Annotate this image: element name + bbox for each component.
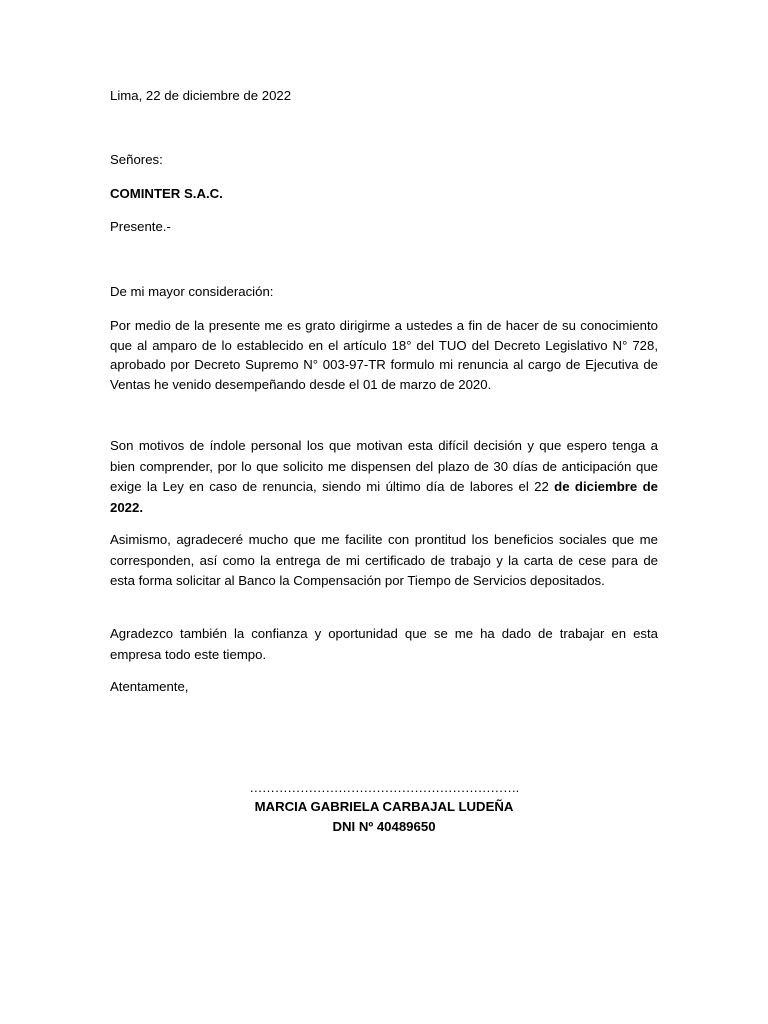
closing: Atentamente,	[110, 679, 189, 694]
company-name: COMINTER S.A.C.	[110, 186, 223, 201]
signer-name: MARCIA GABRIELA CARBAJAL LUDEÑA	[254, 799, 514, 814]
paragraph-reasons	[110, 436, 658, 518]
salutation-recipient: Señores:	[110, 152, 163, 167]
signature-line: ……………………………………………………….	[249, 780, 519, 795]
greeting: De mi mayor consideración:	[110, 284, 274, 299]
paragraph-benefits: Asimismo, agradeceré mucho que me facilite con prontitud los beneficios sociales que me corresponden, así como la entrega de mi certificado de trabajo y la carta de cese para de esta forma solicitar al Banco la Compensación por Tiempo de Servicios depositados.	[110, 532, 658, 588]
paragraph-thanks: Agradezco también la confianza y oportunidad que se me ha dado de trabajar en esta empresa todo este tiempo.	[110, 626, 658, 662]
place-date: Lima, 22 de diciembre de 2022	[110, 88, 292, 103]
last-day-date: de diciembre de 2022.	[110, 479, 658, 515]
signer-dni: DNI Nº 40489650	[332, 819, 436, 834]
presente-line: Presente.-	[110, 219, 171, 234]
paragraph-resignation: Por medio de la presente me es grato dirigirme a ustedes a fin de hacer de su conocimiento que al amparo de lo establecido en el artículo 18° del TUO del Decreto Legislativo N° 728, aprobado por Decreto Supremo N° 003-97-TR formulo mi renuncia al cargo de Ejecutiva de Ventas he venido desempeñando desde el 01 de marzo de 2020.	[110, 318, 658, 392]
paragraph-reasons-text: Son motivos de índole personal los que motivan esta difícil decisión y que espero tenga a bien comprender, por lo que solicito me dispensen del plazo de 30 días de anticipación que exige la Ley en caso de renuncia, siendo mi último día de labores el 22	[110, 438, 658, 494]
